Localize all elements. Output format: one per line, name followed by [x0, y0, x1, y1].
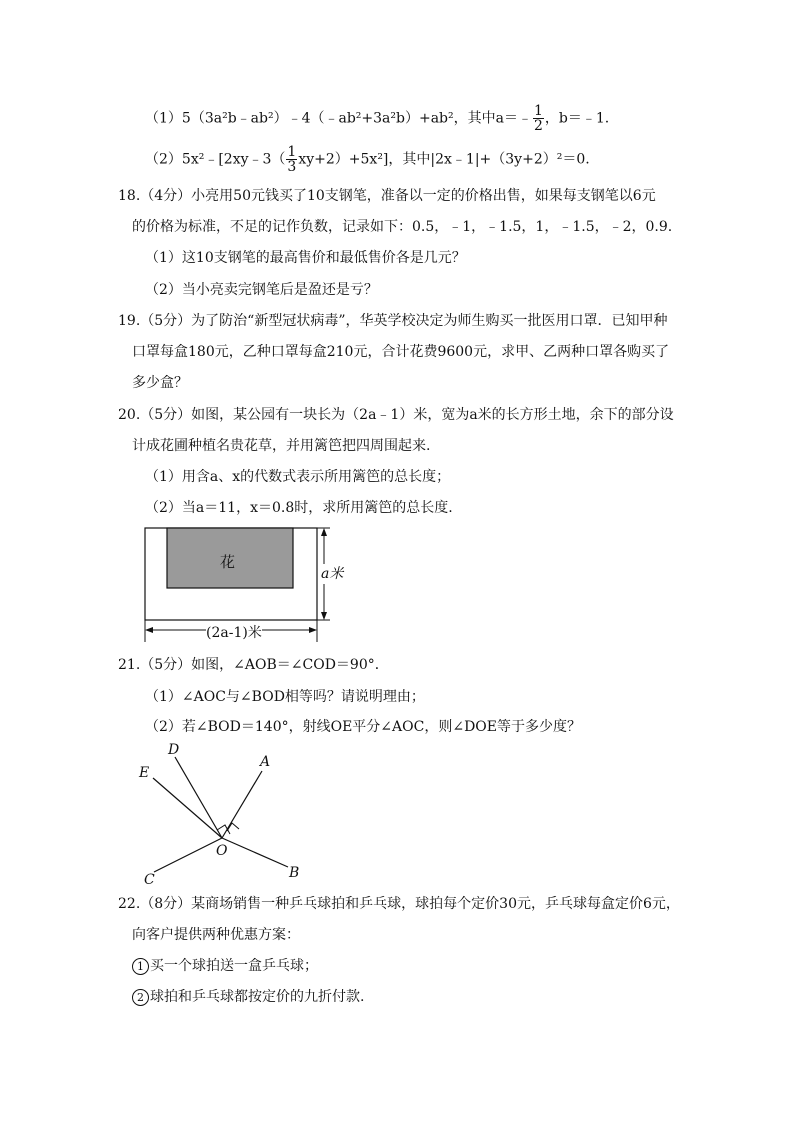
q17-part1: （1）5（3a²b﹣ab²）﹣4（﹣ab²+3a²b）+ab²，其中a＝﹣ $\frac{1}{2}$ ，b＝﹣1. — [145, 103, 610, 134]
ray-OB — [222, 838, 288, 867]
label-B: B — [289, 865, 300, 881]
ray-OE — [153, 778, 222, 838]
q20-flower-label: 花 — [220, 553, 236, 571]
q17-fraction-third: $\frac{1}{3}$ — [287, 144, 297, 175]
q18-stem-line1: 18.（4分）小亮用50元钱买了10支钢笔，准备以一定的价格出售，如果每支钢笔以6元 — [118, 188, 656, 204]
q17-fraction-half: $\frac{1}{2}$ — [533, 103, 543, 134]
q21-sub2: （2）若∠BOD＝140°，射线OE平分∠AOC，则∠DOE等于多少度？ — [145, 719, 581, 735]
q21-stem: 21.（5分）如图，∠AOB＝∠COD＝90°． — [118, 657, 389, 673]
q22-stem-line2: 向客户提供两种优惠方案： — [132, 927, 300, 943]
q22-option1: 1 买一个球拍送一盒乒乓球； — [132, 956, 318, 976]
q20-sub1: （1）用含a、x的代数式表示所用篱笆的总长度； — [145, 469, 451, 485]
circled-number-2: 2 — [132, 989, 149, 1006]
q18-sub1: （1）这10支钢笔的最高售价和最低售价各是几元？ — [145, 250, 466, 266]
q19-stem-line3: 多少盒？ — [132, 375, 188, 391]
ray-OA — [222, 771, 262, 838]
q20-stem-line1: 20.（5分）如图，某公园有一块长为（2a﹣1）米，宽为a米的长方形土地，余下的部分设 — [118, 407, 674, 423]
q18-stem-line2: 的价格为标准，不足的记作负数，记录如下：0.5，﹣1，﹣1.5，1，﹣1.5，﹣2，0.9. — [132, 219, 673, 235]
ray-OC — [154, 838, 222, 872]
q20-width-label: a米 — [321, 566, 344, 582]
label-D: D — [168, 742, 180, 758]
q17-part2: （2）5x²﹣[2xy﹣3（ $\frac{1}{3}$ xy+2）+5x²]，其中|2x﹣1|+（3y+2）²＝0. — [145, 144, 590, 175]
q20-sub2: （2）当a＝11，x＝0.8时，求所用篱笆的总长度. — [145, 500, 453, 516]
q22-option2: 2 球拍和乒乓球都按定价的九折付款. — [132, 987, 364, 1007]
q19-stem-line1: 19.（5分）为了防治“新型冠状病毒”，华英学校决定为师生购买一批医用口罩．已知甲种 — [118, 313, 668, 329]
q20-length-label: (2a-1)米 — [206, 625, 262, 641]
circled-number-1: 1 — [132, 958, 149, 975]
q19-stem-line2: 口罩每盒180元，乙种口罩每盒210元，合计花费9600元，求甲、乙两种口罩各购买了 — [132, 344, 670, 360]
q21-sub1: （1）∠AOC与∠BOD相等吗？请说明理由； — [145, 689, 425, 705]
label-A: A — [260, 754, 271, 770]
q20-stem-line2: 计成花圃种植名贵花草，并用篱笆把四周围起来. — [132, 438, 431, 454]
q22-stem-line1: 22.（8分）某商场销售一种乒乓球拍和乒乓球，球拍每个定价30元，乒乓球每盒定价6元， — [118, 896, 680, 912]
label-E: E — [139, 765, 150, 781]
label-O: O — [216, 843, 228, 859]
ray-OD — [175, 757, 222, 838]
q18-sub2: （2）当小亮卖完钢笔后是盈还是亏？ — [145, 282, 378, 298]
label-C: C — [144, 872, 155, 888]
